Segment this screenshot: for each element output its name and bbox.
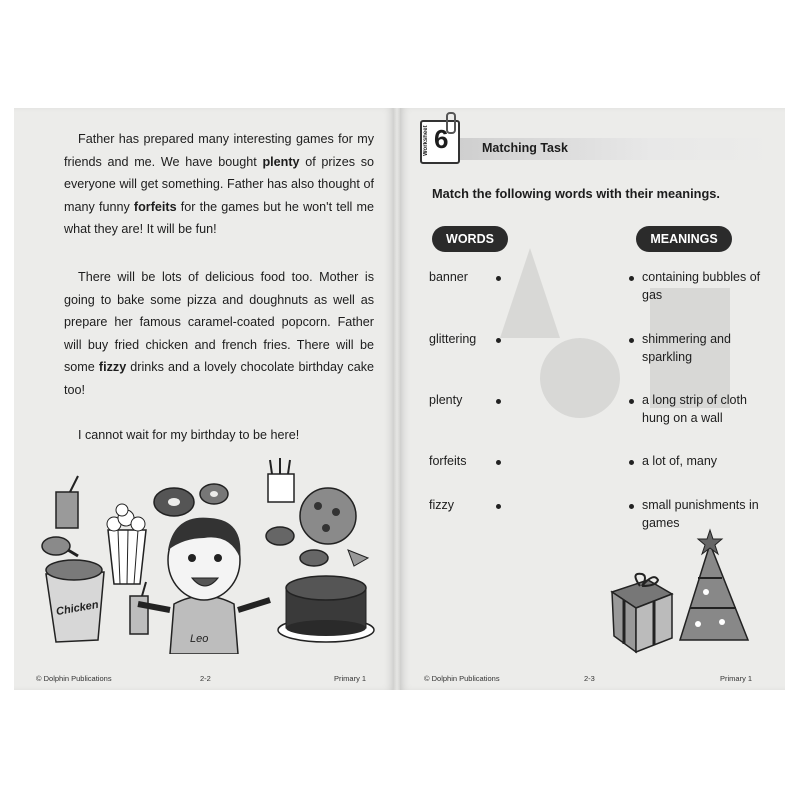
- word-dot[interactable]: [496, 504, 501, 509]
- paragraph-text: for the games but he won't tell me what they are! It will be fun!: [64, 199, 374, 236]
- vocabulary-word: plenty: [262, 154, 300, 169]
- paragraph-text: Father has prepared many interesting games for my friends and me. We have bought: [64, 132, 374, 169]
- footer-publisher: © Dolphin Publications: [424, 674, 500, 683]
- bucket-text: Chicken: [55, 598, 100, 619]
- story-paragraph-2: [64, 266, 374, 401]
- meaning-item: shimmering and sparkling: [642, 332, 731, 364]
- paperclip-icon: [446, 112, 456, 134]
- gift-and-party-hat-illustration: [606, 528, 756, 658]
- paragraph-text: drinks and a lovely chocolate birthday cake too!: [64, 360, 375, 397]
- meaning-item: containing bubbles of gas: [642, 270, 761, 302]
- shirt-text: Leo: [190, 633, 209, 645]
- right-page: [400, 108, 785, 690]
- pizza-icon: [300, 488, 356, 544]
- paragraph-text: There will be lots of delicious food too. Mother is going to bake some pizza and doughnuts as well as prepare her famous caramel-coated popcorn. Father will buy fried chicken and french fries. There will be some: [64, 270, 374, 374]
- word-dot[interactable]: [496, 276, 501, 281]
- chicken-bucket-icon: [46, 560, 104, 642]
- footer-page-number: 2-2: [200, 674, 211, 683]
- instruction-text: Match the following words with their meanings.: [432, 186, 720, 201]
- footer-page-number: 2-3: [584, 674, 595, 683]
- french-fries-icon: [268, 458, 294, 502]
- word-glittering: glittering: [429, 332, 477, 346]
- worksheet-label: Worksheet: [423, 125, 429, 157]
- meaning-item: a long strip of cloth hung on a wall: [642, 393, 747, 425]
- gift-box-icon: [612, 574, 672, 652]
- drink-cup-icon: [56, 476, 78, 528]
- chocolate-cake-icon: [278, 576, 374, 642]
- meanings-header: MEANINGS: [636, 226, 732, 252]
- story-paragraph-3: [64, 424, 374, 447]
- meaning-dot[interactable]: [629, 460, 634, 465]
- meaning-dot[interactable]: [629, 276, 634, 281]
- word-dot[interactable]: [496, 338, 501, 343]
- party-food-illustration: [34, 454, 384, 654]
- word-forfeits: forfeits: [429, 454, 467, 468]
- vocabulary-word: forfeits: [133, 199, 177, 214]
- footer-level: Primary 1: [720, 674, 753, 683]
- paragraph-text: I cannot wait for my birthday to be here!: [78, 428, 300, 442]
- word-fizzy: fizzy: [429, 498, 454, 512]
- meaning-dot[interactable]: [629, 504, 634, 509]
- word-plenty: plenty: [429, 393, 463, 407]
- footer-publisher: © Dolphin Publications: [36, 674, 112, 683]
- word-dot[interactable]: [496, 399, 501, 404]
- left-page: [14, 108, 394, 690]
- meaning-dot[interactable]: [629, 399, 634, 404]
- chicken-leg-icon: [42, 537, 78, 556]
- word-dot[interactable]: [496, 460, 501, 465]
- boy-character: [138, 518, 270, 654]
- vocabulary-word: fizzy: [98, 360, 127, 374]
- worksheet-number: 6: [434, 124, 449, 154]
- words-header: WORDS: [432, 226, 508, 252]
- task-title: Matching Task: [482, 141, 568, 155]
- meaning-item: small punishments in games: [642, 498, 759, 530]
- meaning-item: a lot of, many: [642, 454, 718, 468]
- story-paragraph-1: [64, 128, 374, 241]
- party-hat-icon: [680, 530, 748, 640]
- meaning-dot[interactable]: [629, 338, 634, 343]
- word-banner: banner: [429, 270, 468, 284]
- paragraph-text: of prizes so everyone will get something. Father has also thought of many funny: [64, 154, 374, 214]
- popcorn-icon: [107, 504, 146, 584]
- footer-level: Primary 1: [334, 674, 367, 683]
- doughnut-icon: [154, 484, 228, 516]
